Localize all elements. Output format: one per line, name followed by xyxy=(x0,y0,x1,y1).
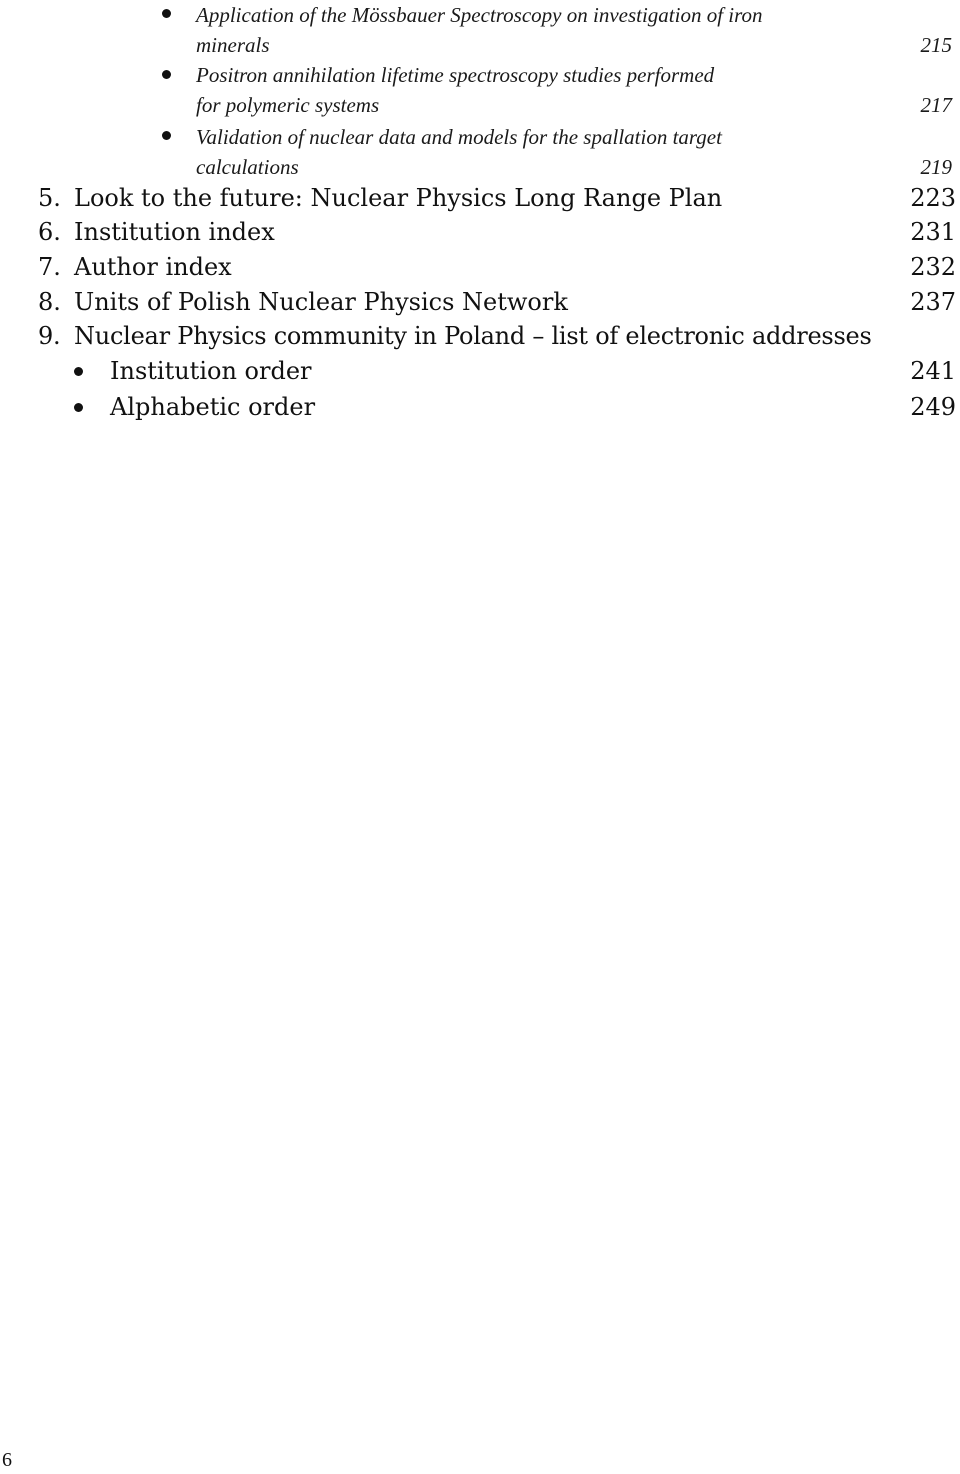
bullet-icon xyxy=(162,9,171,18)
entry-title: Nuclear Physics community in Poland – list of electronic addresses xyxy=(74,322,872,350)
entry-number: 9. xyxy=(38,322,61,350)
subentry-title-line1: Application of the Mössbauer Spectroscopy on investigation of iron xyxy=(196,3,763,27)
subentry-page-number: 215 xyxy=(920,33,952,57)
toc-subentry-spallation xyxy=(196,122,952,182)
toc-subitem-alphabetic-order xyxy=(74,389,956,425)
subentry-page-number: 217 xyxy=(920,93,952,117)
toc-entry-6 xyxy=(38,215,956,249)
subitem-label: Alphabetic order xyxy=(110,393,316,421)
subitem-label: Institution order xyxy=(110,357,312,385)
entry-page-number: 223 xyxy=(910,184,956,212)
entry-title: Units of Polish Nuclear Physics Network xyxy=(74,288,568,316)
toc-subitem-institution-order xyxy=(74,353,956,389)
toc-subentry-mossbauer xyxy=(196,0,952,60)
entry-page-number: 232 xyxy=(910,253,956,281)
entry-title: Institution index xyxy=(74,218,275,246)
entry-title: Author index xyxy=(74,253,232,281)
bullet-icon xyxy=(162,131,171,140)
subentry-title-line1: Validation of nuclear data and models for the spallation target xyxy=(196,125,722,149)
bullet-icon xyxy=(74,367,83,376)
subentry-title-line1: Positron annihilation lifetime spectroscopy studies performed xyxy=(196,63,715,87)
bullet-icon xyxy=(74,403,83,412)
entry-page-number: 237 xyxy=(910,288,956,316)
toc-entry-5 xyxy=(38,181,956,215)
subentry-title-line2: minerals xyxy=(196,33,270,57)
subitem-page-number: 249 xyxy=(910,393,956,421)
entry-number: 5. xyxy=(38,184,61,212)
entry-number: 7. xyxy=(38,253,61,281)
toc-subentry-positron xyxy=(196,60,952,120)
subitem-page-number: 241 xyxy=(910,357,956,385)
entry-title: Look to the future: Nuclear Physics Long Range Plan xyxy=(74,184,723,212)
subentry-page-number: 219 xyxy=(920,155,952,179)
toc-entry-8 xyxy=(38,285,956,319)
entry-number: 6. xyxy=(38,218,61,246)
subentry-title-line2: for polymeric systems xyxy=(196,93,380,117)
entry-page-number: 231 xyxy=(910,218,956,246)
toc-entry-9 xyxy=(38,319,956,353)
toc-entry-7 xyxy=(38,250,956,284)
entry-number: 8. xyxy=(38,288,61,316)
subentry-title-line2: calculations xyxy=(196,155,299,179)
bullet-icon xyxy=(162,70,171,79)
page-number: 6 xyxy=(2,1449,12,1471)
